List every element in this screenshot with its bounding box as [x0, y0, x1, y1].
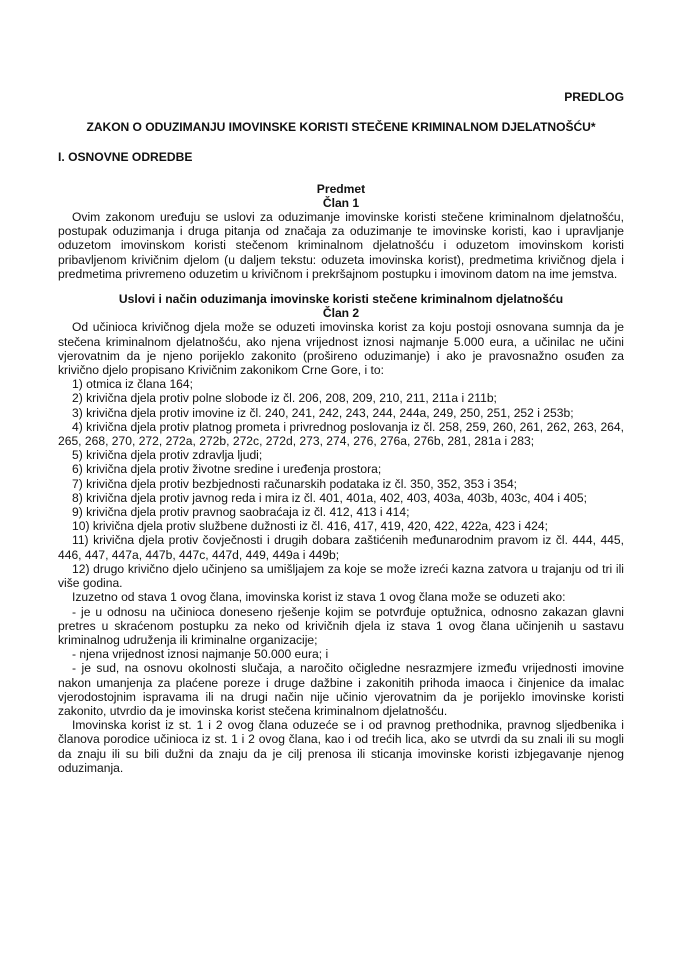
- article-2-paragraph-3: Imovinska korist iz st. 1 i 2 ovog člana oduzeće se i od pravnog prethodnika, pravnog sljedbenika i članova porodice učinioca iz st. 1 i 2 ovog člana, kao i od trećih lica, ako se utvrdi da su znali ili su mogli da znaju ili su bili dužni da znaju da je cilj prenosa ili sticanja imovinske koristi izbjegavanje njenog oduzimanja.: [58, 718, 624, 775]
- list-item: 6) krivična djela protiv životne sredine i uređenja prostora;: [72, 462, 382, 477]
- list-item: 3) krivična djela protiv imovine iz čl. 240, 241, 242, 243, 244, 244a, 249, 250, 251, 252 i 253b;: [72, 405, 574, 420]
- list-item: 5) krivična djela protiv zdravlja ljudi;: [72, 448, 263, 463]
- document-label: PREDLOG: [564, 90, 624, 104]
- sub-item: - njena vrijednost iznosi najmanje 50.000 eura; i: [72, 647, 329, 662]
- list-item: 9) krivična djela protiv pravnog saobraćaja iz čl. 412, 413 i 414;: [72, 505, 410, 520]
- list-item: 4) krivična djela protiv platnog prometa i privrednog poslovanja iz čl. 258, 259, 260, 261, 262, 263, 264, 265, 268, 270, 272, 272a, 272b, 272c, 272d, 273, 274, 276, 276a, 276b, 281, 281a i 283;: [58, 419, 624, 449]
- article-1-text: Ovim zakonom uređuju se uslovi za oduzimanje imovinske koristi stečene kriminalnom djelatnošću, postupak oduzimanja i druga pitanja od značaja za oduzimanje te imovinske koristi, kao i upravljanje oduzetom imovinskom koristi stečenom kriminalnom djelatnošću i oduzetom imovinskom koristi pribavljenom krivičnim djelom (u daljem tekstu: oduzeta imovinska korist), predmetima krivičnog djela i predmetima privremeno oduzetim u krivičnom i prekršajnom postupku i imovinom datom na ime jemstva.: [58, 210, 624, 281]
- list-item: 1) otmica iz člana 164;: [72, 377, 193, 392]
- sub-item: - je sud, na osnovu okolnosti slučaja, a naročito očigledne nesrazmjere između vrijednosti imovine nakon umanjenja za plaćene poreze i druge dažbine i zakonitih prihoda imaoca i činjenice da imalac vjerodostojnim ispravama ili na drugi način nije učinio vjerovatnim da je porijeklo imovinske koristi zakonito, utvrdio da je imovinska korist stečena kriminalnom djelatnošću.: [58, 661, 624, 718]
- article-2-number: Član 2: [322, 306, 360, 321]
- article-2-heading: Uslovi i način oduzimanja imovinske koristi stečene kriminalnom djelatnošću: [118, 292, 564, 307]
- article-2-paragraph-2: Izuzetno od stava 1 ovog člana, imovinska korist iz stava 1 ovog člana može se oduzeti ako:: [72, 590, 566, 605]
- article-2-intro: Od učinioca krivičnog djela može se oduzeti imovinska korist za koju postoji osnovana sumnja da je stečena kriminalnom djelatnošću, ako njena vrijednost iznosi najmanje 5.000 eura, a učinilac ne učini vjerovatnim da je njeno porijeklo zakonito (prošireno oduzimanje) i ako je pravosnažno osuđen za krivično djelo propisano Krivičnim zakonikom Crne Gore, i to:: [58, 320, 624, 378]
- list-item: 12) drugo krivično djelo učinjeno sa umišljajem za koje se može izreći kazna zatvora u trajanju od tri ili više godina.: [58, 561, 624, 591]
- list-item: 10) krivična djela protiv službene dužnosti iz čl. 416, 417, 419, 420, 422, 422a, 423 i 424;: [72, 519, 548, 534]
- list-item: 11) krivična djela protiv čovječnosti i drugih dobara zaštićenih međunarodnim pravom iz čl. 444, 445, 446, 447, 447a, 447b, 447c, 447d, 449, 449a i 449b;: [58, 533, 624, 562]
- document-title: ZAKON O ODUZIMANJU IMOVINSKE KORISTI STEČENE KRIMINALNOM DJELATNOŠĆU*: [86, 120, 596, 135]
- section-heading: I. OSNOVNE ODREDBE: [58, 150, 193, 165]
- list-item: 8) krivična djela protiv javnog reda i mira iz čl. 401, 401a, 402, 403, 403a, 403b, 403c, 404 i 405;: [72, 490, 587, 505]
- article-1-number: Član 1: [322, 195, 360, 210]
- sub-item: - je u odnosu na učinioca doneseno rješenje kojim se potvrđuje optužnica, odnosno zakazan glavni pretres u skraćenom postupku za neko od krivičnih djela iz stava 1 ovog člana učinjenih u sastavu kriminalnog udruženja ili kriminalne organizacije;: [58, 604, 624, 647]
- list-item: 2) krivična djela protiv polne slobode iz čl. 206, 208, 209, 210, 211, 211a i 211b;: [72, 391, 497, 406]
- list-item: 7) krivična djela protiv bezbjednosti računarskih podataka iz čl. 350, 352, 353 i 354;: [72, 476, 518, 491]
- document-page: [58, 90, 624, 775]
- article-1-heading: Predmet: [316, 181, 366, 196]
